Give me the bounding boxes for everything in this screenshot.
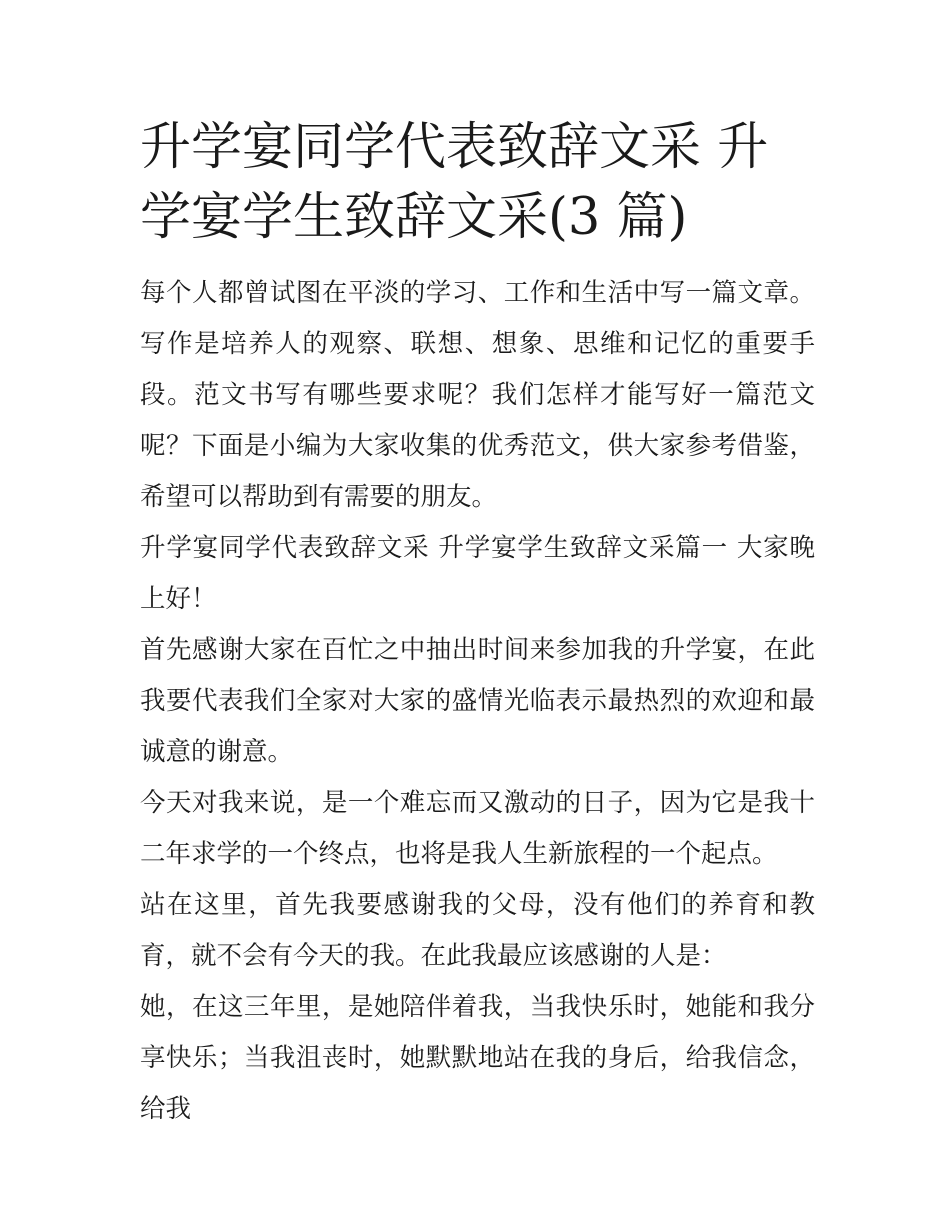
document-title: 升学宴同学代表致辞文采 升学宴学生致辞文采(3 篇) — [140, 118, 769, 247]
document-body — [140, 268, 815, 1135]
paragraph-she: 她，在这三年里，是她陪伴着我，当我快乐时，她能和我分享快乐；当我沮丧时，她默默地站在我的身后，给我信念，给我 — [140, 992, 815, 1124]
paragraph-thanks-parents: 站在这里，首先我要感谢我的父母，没有他们的养育和教育，就不会有今天的我。在此我最应该感谢的人是： — [140, 890, 815, 971]
paragraph-greeting: 升学宴同学代表致辞文采 升学宴学生致辞文采篇一 大家晚上好！ — [140, 533, 815, 614]
paragraph-intro: 每个人都曾试图在平淡的学习、工作和生活中写一篇文章。写作是培养人的观察、联想、想象、思维和记忆的重要手段。范文书写有哪些要求呢？我们怎样才能写好一篇范文呢？下面是小编为大家收集的优秀范文，供大家参考借鉴，希望可以帮助到有需要的朋友。 — [140, 278, 815, 512]
paragraph-thanks-guests: 首先感谢大家在百忙之中抽出时间来参加我的升学宴，在此我要代表我们全家对大家的盛情光临表示最热烈的欢迎和最诚意的谢意。 — [140, 635, 815, 767]
document-content — [140, 113, 815, 1135]
paragraph-today: 今天对我来说，是一个难忘而又激动的日子，因为它是我十二年求学的一个终点，也将是我人生新旅程的一个起点。 — [140, 788, 815, 869]
